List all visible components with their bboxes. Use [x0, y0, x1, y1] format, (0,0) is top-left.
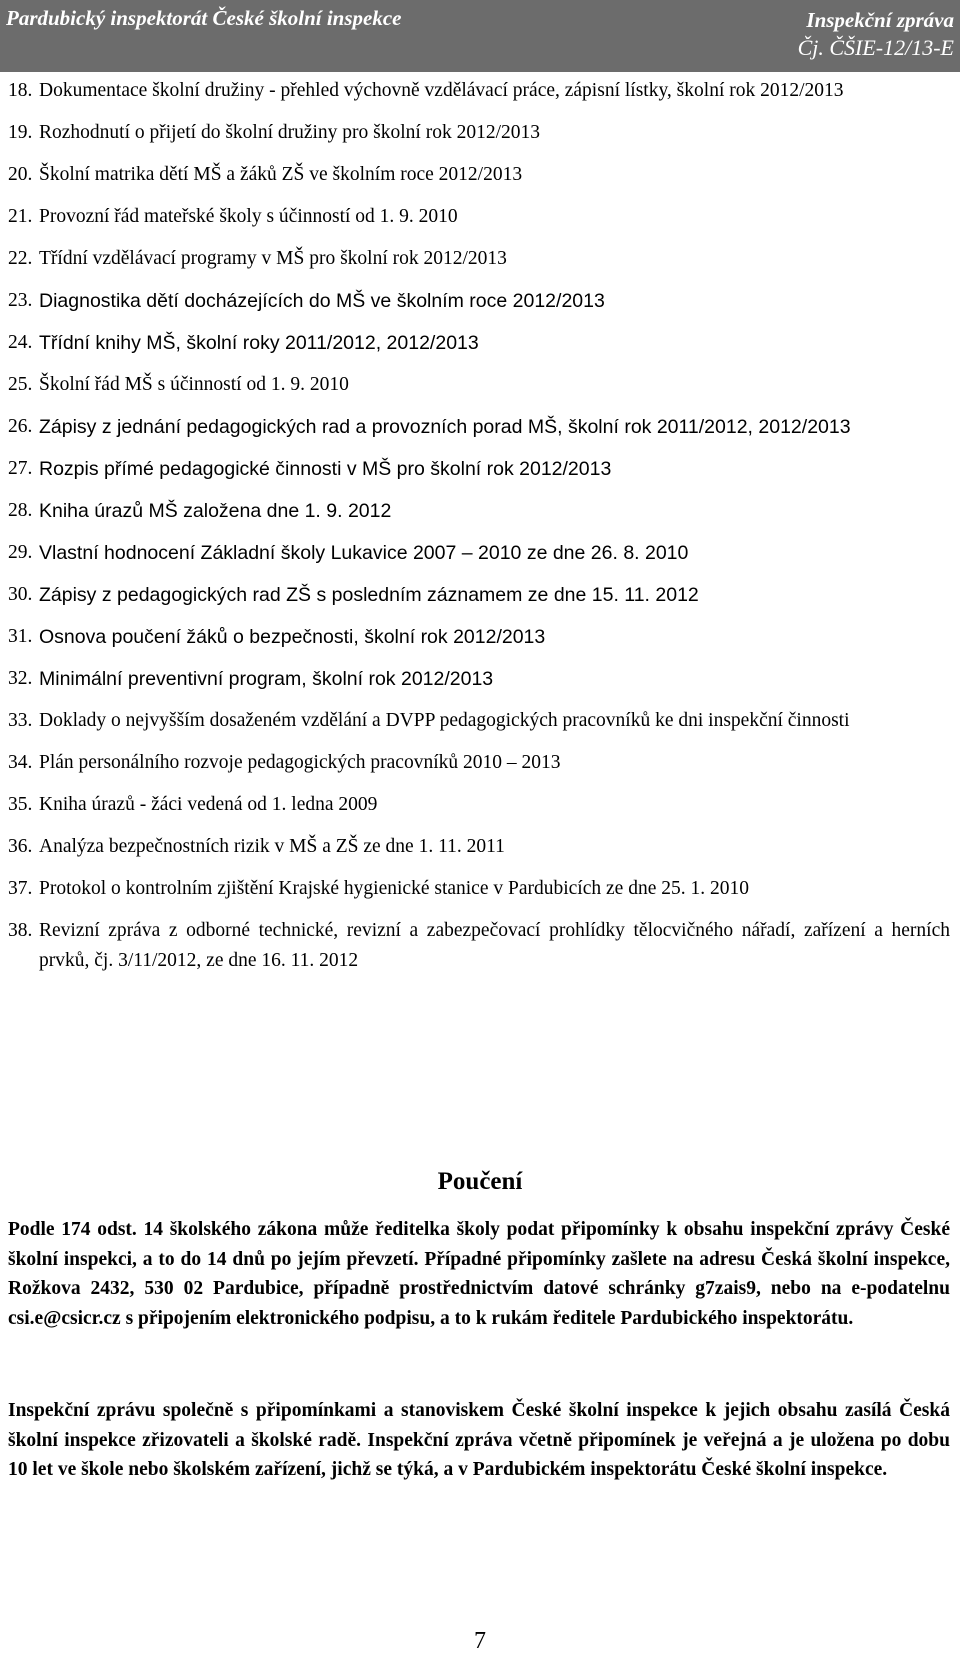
- list-item: 28. Kniha úrazů MŠ založena dne 1. 9. 2012: [8, 500, 392, 522]
- header-report-info: [798, 6, 954, 62]
- list-item: 30. Zápisy z pedagogických rad ZŠ s posledním záznamem ze dne 15. 11. 2012: [8, 584, 699, 606]
- list-item: 21. Provozní řád mateřské školy s účinností od 1. 9. 2010: [8, 206, 458, 227]
- list-item: 25. Školní řád MŠ s účinností od 1. 9. 2010: [8, 374, 349, 395]
- list-item: 22. Třídní vzdělávací programy v MŠ pro školní rok 2012/2013: [8, 248, 507, 269]
- list-item: 37. Protokol o kontrolním zjištění Krajské hygienické stanice v Pardubicích ze dne 25. 1. 2010: [8, 878, 749, 899]
- list-item: 29. Vlastní hodnocení Základní školy Lukavice 2007 – 2010 ze dne 26. 8. 2010: [8, 542, 689, 564]
- list-item: 20. Školní matrika dětí MŠ a žáků ZŠ ve školním roce 2012/2013: [8, 164, 523, 185]
- list-item: 33. Doklady o nejvyšším dosaženém vzdělání a DVPP pedagogických pracovníků ke dni inspekční činnosti: [8, 710, 850, 731]
- list-item: 31. Osnova poučení žáků o bezpečnosti, školní rok 2012/2013: [8, 626, 546, 648]
- list-item: 34. Plán personálního rozvoje pedagogických pracovníků 2010 – 2013: [8, 752, 561, 773]
- document-list: [8, 76, 950, 988]
- list-item: 23. Diagnostika dětí docházejících do MŠ ve školním roce 2012/2013: [8, 290, 605, 312]
- list-item: 26. Zápisy z jednání pedagogických rad a provozních porad MŠ, školní rok 2011/2012, 2012/2013: [8, 416, 851, 438]
- page-number: 7: [474, 1628, 486, 1654]
- list-item: 18. Dokumentace školní družiny - přehled výchovně vzdělávací práce, zápisní lístky, školní rok 2012/2013: [8, 80, 844, 101]
- header-reference-number: Čj. ČŠIE-12/13-E: [797, 35, 954, 60]
- notice-title: Poučení: [437, 1168, 523, 1195]
- notice-paragraph-2: Inspekční zprávu společně s připomínkami a stanoviskem České školní inspekce k jejich obsahu zasílá Česká školní inspekce zřizovateli a školské radě. Inspekční zpráva včetně připomínek je veřejná a je uložena po dobu 10 let ve škole nebo školském zařízení, jichž se týká, a v Pardubickém inspektorátu České školní inspekce.: [8, 1400, 950, 1480]
- list-item: 38. Revizní zpráva z odborné technické, revizní a zabezpečovací prohlídky tělocvičného nářadí, zařízení a herních prvků, čj. 3/11/2012, ze dne 16. 11. 2012: [8, 920, 950, 971]
- page-header: [0, 0, 960, 72]
- list-item: 32. Minimální preventivní program, školní rok 2012/2013: [8, 668, 494, 690]
- list-item: 36. Analýza bezpečnostních rizik v MŠ a ZŠ ze dne 1. 11. 2011: [8, 836, 505, 857]
- list-item: 27. Rozpis přímé pedagogické činnosti v MŠ pro školní rok 2012/2013: [8, 458, 612, 480]
- list-item: 35. Kniha úrazů - žáci vedená od 1. ledna 2009: [8, 794, 378, 815]
- list-item: 19. Rozhodnutí o přijetí do školní družiny pro školní rok 2012/2013: [8, 122, 541, 143]
- header-inspectorate: Pardubický inspektorát České školní inspekce: [6, 6, 402, 30]
- list-item: 24. Třídní knihy MŠ, školní roky 2011/2012, 2012/2013: [8, 332, 479, 354]
- notice-paragraph-1: Podle 174 odst. 14 školského zákona může ředitelka školy podat připomínky k obsahu inspekční zprávy České školní inspekci, a to do 14 dnů po jejím převzetí. Případné připomínky zašlete na adresu Česká školní inspekce, Rožkova 2432, 530 02 Pardubice, případně prostřednictvím datové schránky g7zais9, nebo na e-podatelnu csi.e@csicr.cz s připojením elektronického podpisu, a to k rukám ředitele Pardubického inspektorátu.: [8, 1219, 950, 1329]
- header-report-title: Inspekční zpráva: [806, 8, 954, 32]
